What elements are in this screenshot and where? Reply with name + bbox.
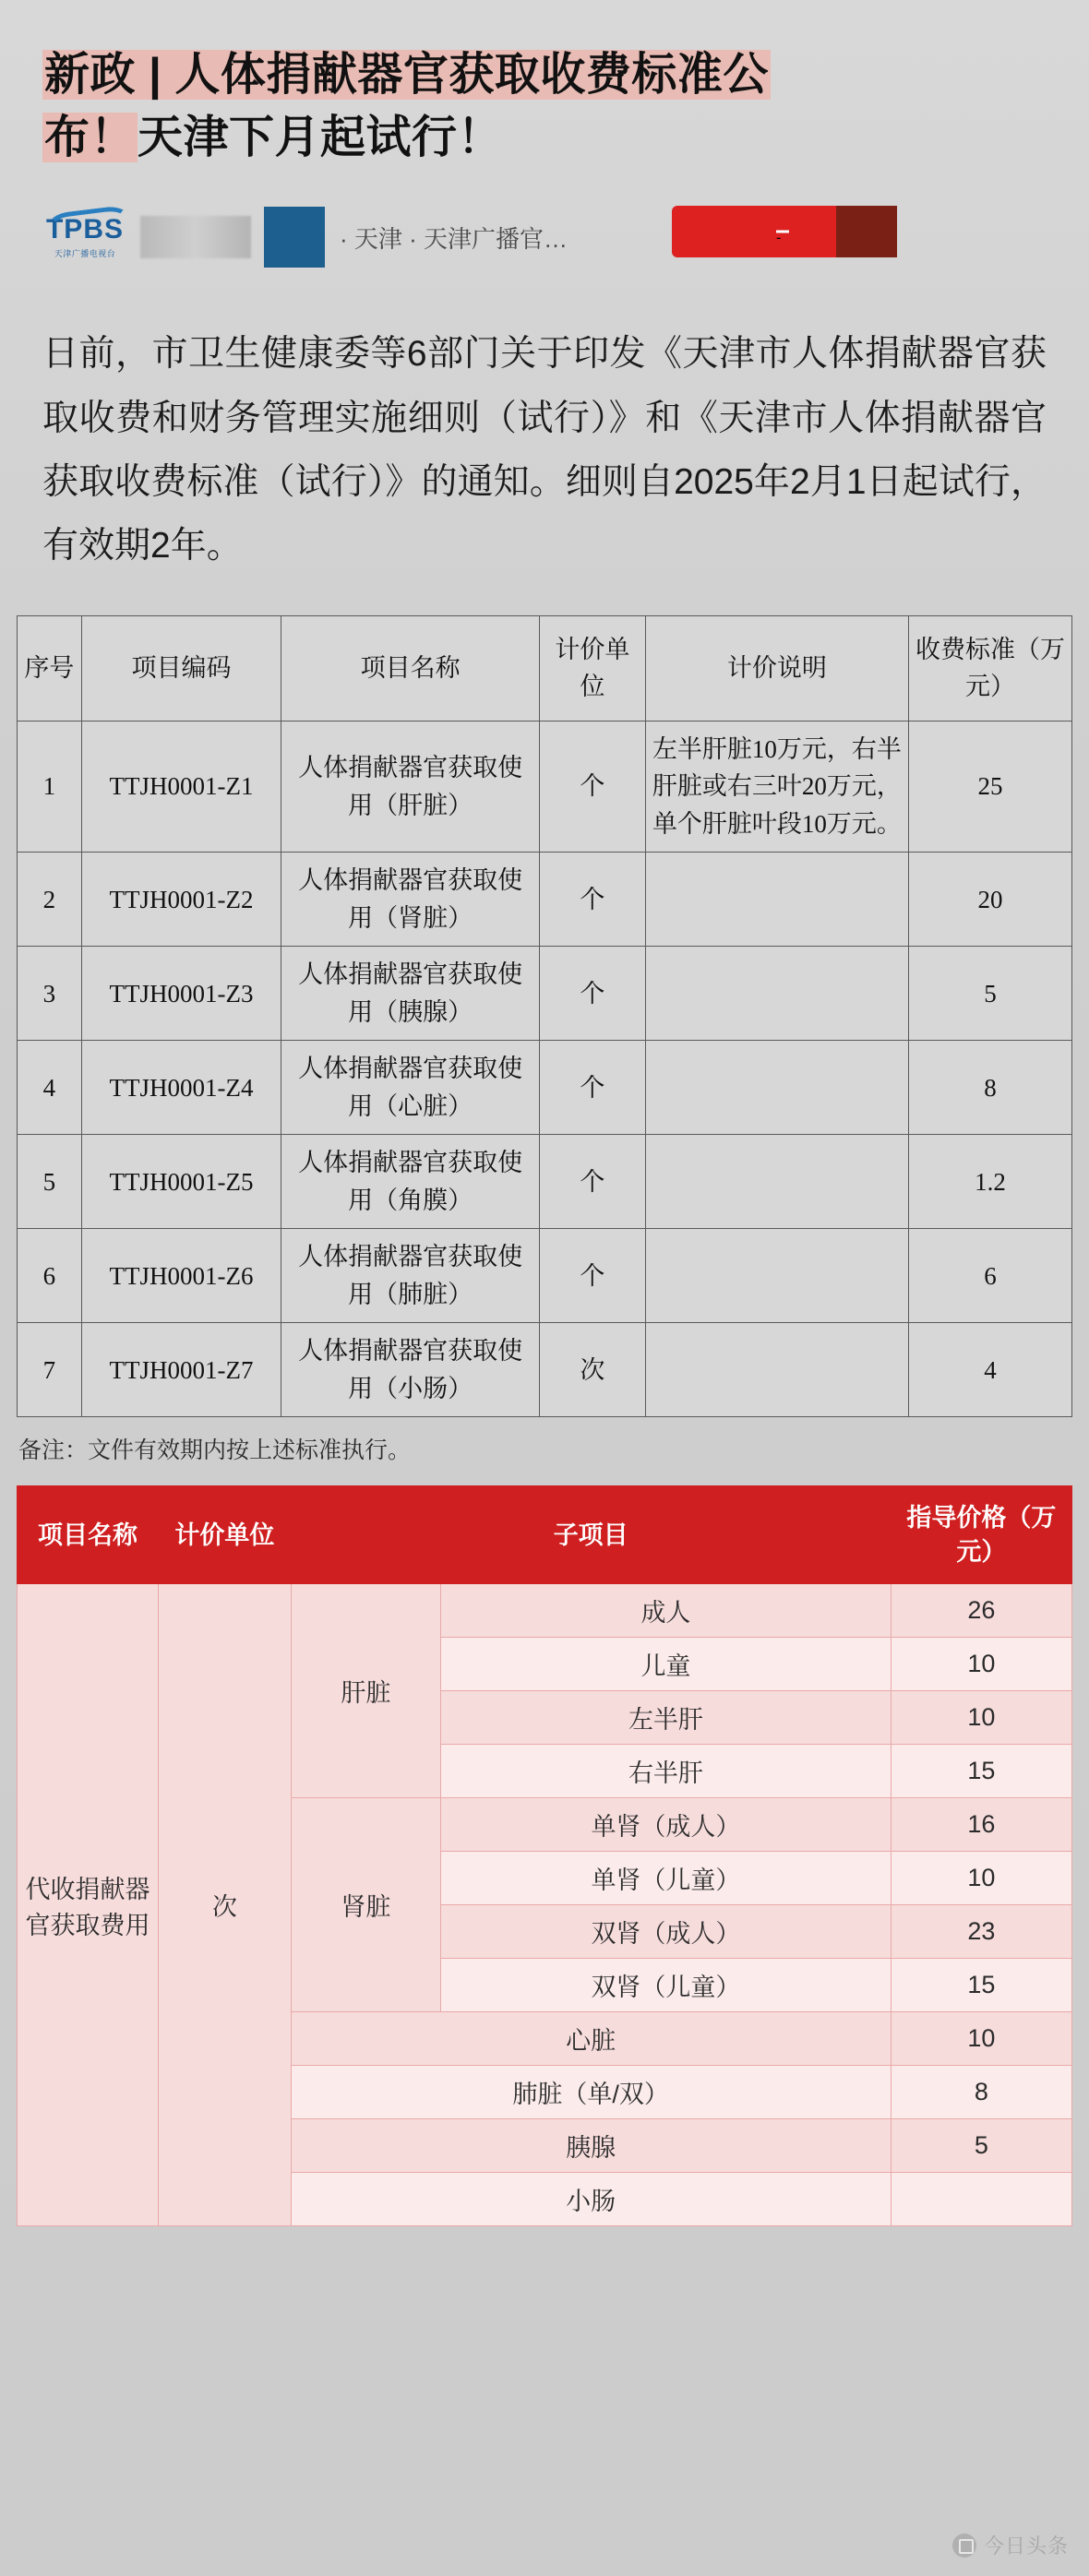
cell-code: TTJH0001-Z6: [81, 1229, 281, 1323]
guide-price-table: [17, 1485, 1072, 2226]
cell-fee: 1.2: [908, 1135, 1071, 1229]
cell-no: 2: [18, 853, 82, 947]
headline-plain-2: 天津下月起试行！: [138, 112, 504, 162]
cell2-sub: 左半肝: [441, 1691, 892, 1745]
th2-unit: 计价单位: [159, 1486, 292, 1584]
headline-highlight-2: 布！: [44, 112, 137, 162]
cell2-sub: 单肾（成人）: [441, 1798, 892, 1852]
cell-fee: 4: [908, 1323, 1071, 1417]
cell-desc: [645, 853, 908, 947]
table-row: [18, 1135, 1072, 1229]
table-row: [18, 853, 1072, 947]
cell-code: TTJH0001-Z3: [81, 947, 281, 1041]
cell2-price: 8: [891, 2066, 1071, 2119]
th-fee: 收费标准（万元）: [908, 615, 1071, 721]
cell-name: 人体捐献器官获取使用（肝脏）: [281, 721, 540, 853]
th-desc: 计价说明: [645, 615, 908, 721]
cell-code: TTJH0001-Z7: [81, 1323, 281, 1417]
cell-unit: 个: [540, 1229, 646, 1323]
cell-fee: 25: [908, 721, 1071, 853]
cell-no: 4: [18, 1041, 82, 1135]
cell-no: 7: [18, 1323, 82, 1417]
cell2-sub: 双肾（儿童）: [441, 1959, 892, 2012]
watermark-icon: [952, 2534, 976, 2558]
cell2-sub: 右半肝: [441, 1745, 892, 1798]
cell2-group-liver: 肝脏: [291, 1584, 441, 1798]
cell-fee: 5: [908, 947, 1071, 1041]
th-unit: 计价单位: [540, 615, 646, 721]
cell-unit: 次: [540, 1323, 646, 1417]
table-row: [18, 1041, 1072, 1135]
cell-code: TTJH0001-Z5: [81, 1135, 281, 1229]
cell-code: TTJH0001-Z4: [81, 1041, 281, 1135]
table-row: [18, 1584, 1072, 1638]
cell-desc: [645, 947, 908, 1041]
cell2-sub: 肺脏（单/双）: [291, 2066, 891, 2119]
cell2-price: 26: [891, 1584, 1071, 1638]
th-no: 序号: [18, 615, 82, 721]
cell-unit: 个: [540, 721, 646, 853]
cell-code: TTJH0001-Z1: [81, 721, 281, 853]
cell-desc: [645, 1135, 908, 1229]
cell2-item-name: 代收捐献器官获取费用: [18, 1584, 159, 2226]
cell-name: 人体捐献器官获取使用（胰腺）: [281, 947, 540, 1041]
cell-unit: 个: [540, 947, 646, 1041]
cell-unit: 个: [540, 1135, 646, 1229]
table-note: 备注：文件有效期内按上述标准执行。: [18, 1437, 412, 1464]
cell-desc: [645, 1323, 908, 1417]
cell2-price: 10: [891, 1852, 1071, 1905]
blurred-author-name: [140, 216, 251, 258]
guide-price-table-wrapper: [17, 1485, 1072, 2226]
cell2-price: 15: [891, 1745, 1071, 1798]
cell-desc: 左半肝脏10万元，右半肝脏或右三叶20万元，单个肝脏叶段10万元。: [645, 721, 908, 853]
cell2-price: 23: [891, 1905, 1071, 1959]
cell2-sub: 双肾（成人）: [441, 1905, 892, 1959]
cell2-price: 10: [891, 2012, 1071, 2066]
headline-line-2: [42, 107, 1047, 170]
table-row: [18, 947, 1072, 1041]
th-code: 项目编码: [81, 615, 281, 721]
byline-meta-text: · 天津 · 天津广播官…: [340, 224, 568, 253]
cell2-unit: 次: [159, 1584, 292, 2226]
headline-highlight-1: 新政 | 人体捐献器官获取收费标准公: [44, 50, 769, 100]
table-row: [18, 1323, 1072, 1417]
cell-unit: 个: [540, 853, 646, 947]
logo-sub-text: 天津广播电视台: [54, 248, 116, 258]
cell-no: 5: [18, 1135, 82, 1229]
cell-fee: 20: [908, 853, 1071, 947]
table-row: [18, 721, 1072, 853]
cell-name: 人体捐献器官获取使用（肾脏）: [281, 853, 540, 947]
cell2-price: 15: [891, 1959, 1071, 2012]
body-paragraph: 日前，市卫生健康委等6部门关于印发《天津市人体捐献器官获取收费和财务管理实施细则（试行）》和《天津市人体捐献器官获取收费标准（试行）》的通知。细则自2025年2月1日起试行，有效期2年。: [42, 334, 1047, 566]
cell2-price: 5: [891, 2119, 1071, 2173]
cell-name: 人体捐献器官获取使用（心脏）: [281, 1041, 540, 1135]
cell-desc: [645, 1041, 908, 1135]
cell2-group-kidney: 肾脏: [291, 1798, 441, 2012]
table-header-row: [18, 615, 1072, 721]
cell2-price: 10: [891, 1691, 1071, 1745]
watermark: [952, 2531, 1069, 2559]
blurred-badge: [264, 207, 325, 268]
cell2-sub: 小肠: [291, 2173, 891, 2226]
cell2-price: [891, 2173, 1071, 2226]
cell-name: 人体捐献器官获取使用（肺脏）: [281, 1229, 540, 1323]
cell-unit: 个: [540, 1041, 646, 1135]
headline-line-1: [42, 44, 1047, 107]
th-name: 项目名称: [281, 615, 540, 721]
cell2-sub: 心脏: [291, 2012, 891, 2066]
cell-name: 人体捐献器官获取使用（小肠）: [281, 1323, 540, 1417]
redaction-block: [672, 206, 893, 257]
table-row: [18, 1229, 1072, 1323]
cell-fee: 8: [908, 1041, 1071, 1135]
logo-mark-text: TPBS: [45, 213, 124, 244]
cell-code: TTJH0001-Z2: [81, 853, 281, 947]
cell-name: 人体捐献器官获取使用（角膜）: [281, 1135, 540, 1229]
cell-no: 6: [18, 1229, 82, 1323]
cell2-sub: 儿童: [441, 1638, 892, 1691]
cell2-sub: 单肾（儿童）: [441, 1852, 892, 1905]
cell2-sub: 成人: [441, 1584, 892, 1638]
cell-no: 1: [18, 721, 82, 853]
tpbs-logo-icon: [42, 208, 127, 267]
fee-standard-table-wrapper: [17, 615, 1072, 1418]
cell2-price: 10: [891, 1638, 1071, 1691]
cell2-price: 16: [891, 1798, 1071, 1852]
th2-price: 指导价格（万元）: [891, 1486, 1071, 1584]
cell-fee: 6: [908, 1229, 1071, 1323]
cell-desc: [645, 1229, 908, 1323]
table-header-row: [18, 1486, 1072, 1584]
th2-item-name: 项目名称: [18, 1486, 159, 1584]
page-title: [0, 0, 1089, 169]
cell-no: 3: [18, 947, 82, 1041]
byline: [42, 193, 1047, 281]
redaction-dash: -: [776, 231, 789, 233]
watermark-text: 今日头条: [983, 2534, 1069, 2558]
th2-subitem: 子项目: [291, 1486, 891, 1584]
fee-standard-table: [17, 615, 1072, 1418]
cell2-sub: 胰腺: [291, 2119, 891, 2173]
